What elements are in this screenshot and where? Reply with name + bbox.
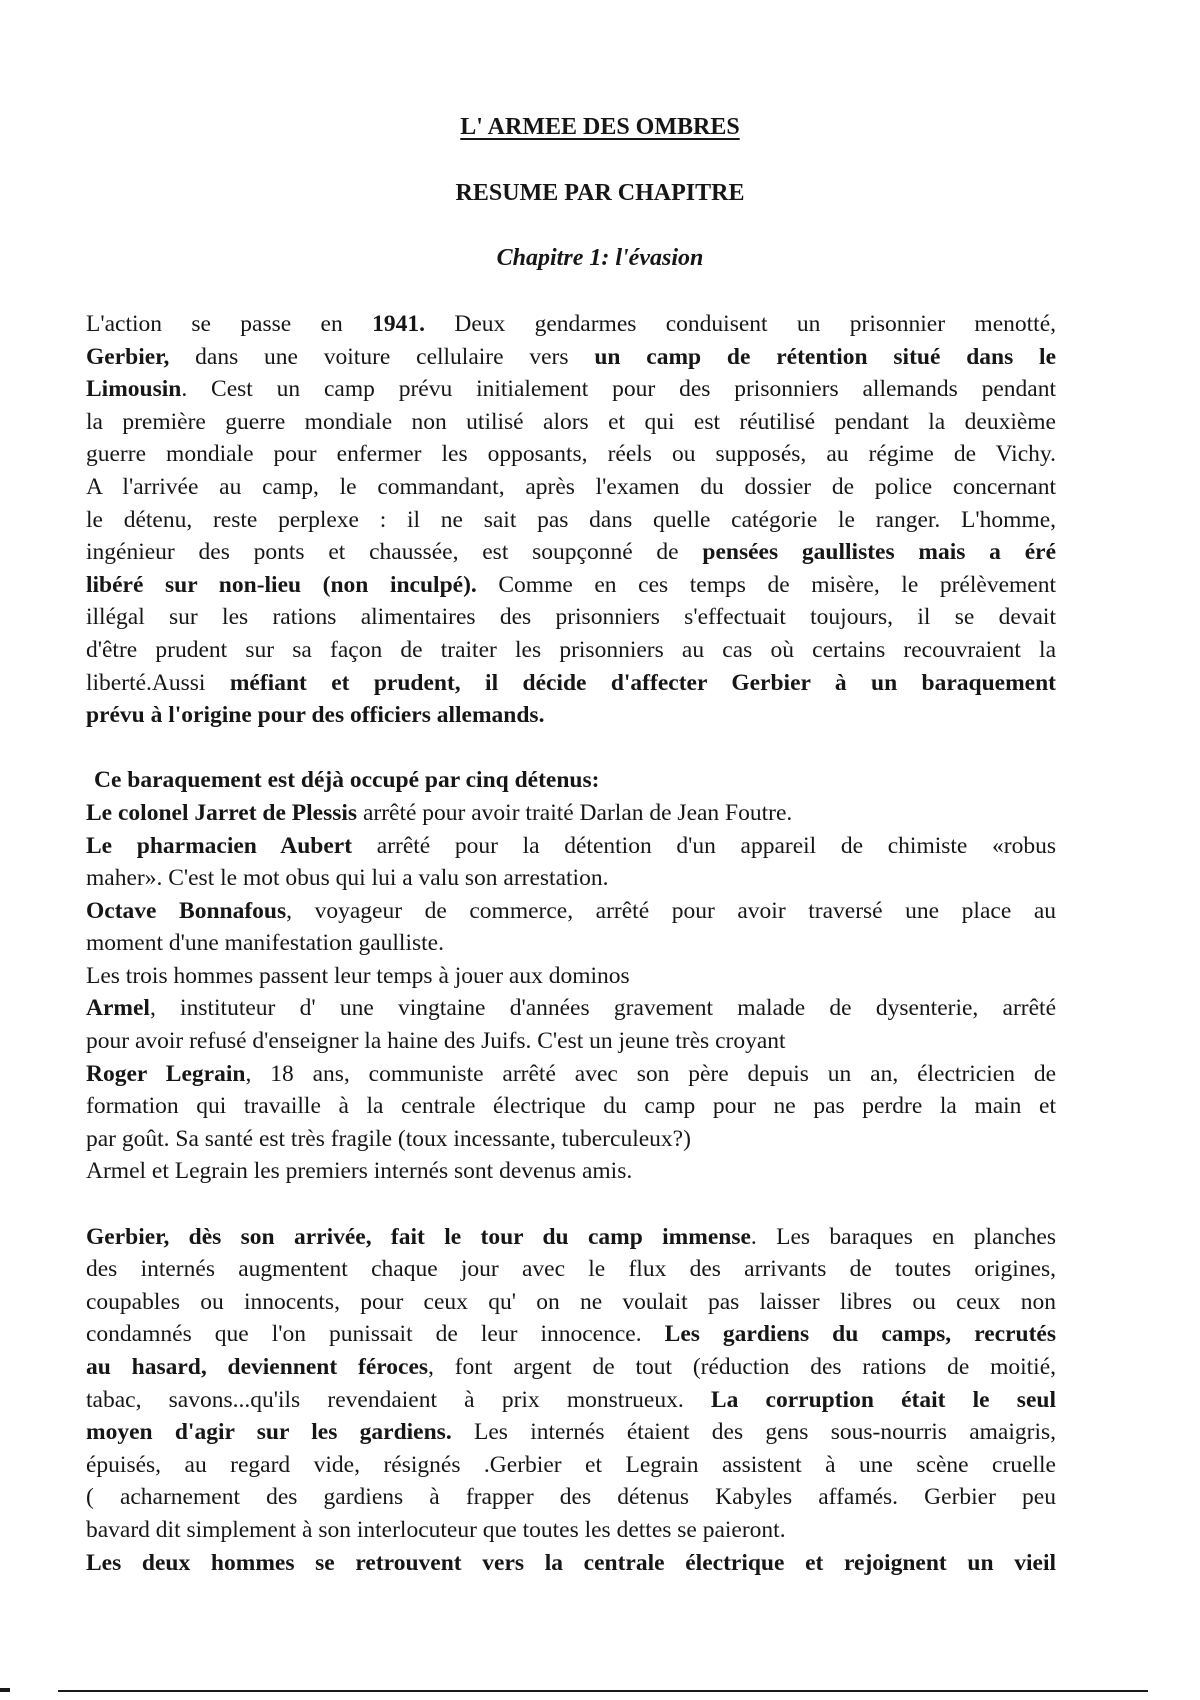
text-line: bavard dit simplement à son interlocuteur que toutes les dettes se paieront. <box>86 1516 786 1543</box>
text-line: prévu à l'origine pour des officiers allemands. <box>86 702 545 729</box>
text-line: Octave Bonnafous, voyageur de commerce, arrêté pour avoir traversé une place au <box>86 897 1056 924</box>
text-line: Armel, instituteur d' une vingtaine d'années gravement malade de dysenterie, arrêté <box>86 995 1056 1022</box>
text-line: Roger Legrain, 18 ans, communiste arrêté avec son père depuis un an, électricien de <box>86 1060 1056 1087</box>
text-line: pour avoir refusé d'enseigner la haine des Juifs. C'est un jeune très croyant <box>86 1028 786 1055</box>
scan-mark <box>0 1688 10 1692</box>
text-line: Limousin. Cest un camp prévu initialement pour des prisonniers allemands pendant <box>86 376 1056 403</box>
text-line: Le pharmacien Aubert arrêté pour la détention d'un appareil de chimiste «robus <box>86 832 1056 859</box>
text-line: condamnés que l'on punissait de leur innocence. Les gardiens du camps, recrutés <box>86 1321 1056 1348</box>
text-line: par goût. Sa santé est très fragile (toux incessante, tuberculeux?) <box>86 1125 691 1152</box>
footer-rule <box>58 1690 1148 1692</box>
paragraph-1 <box>86 308 1056 732</box>
paragraph-3 <box>86 1221 1056 1580</box>
text-line: Les deux hommes se retrouvent vers la centrale électrique et rejoignent un vieil <box>86 1549 1056 1576</box>
text-line: Les trois hommes passent leur temps à jouer aux dominos <box>86 962 630 989</box>
text-line: Gerbier, dans une voiture cellulaire vers un camp de rétention situé dans le <box>86 343 1056 370</box>
text-line: Gerbier, dès son arrivée, fait le tour du camp immense. Les baraques en planches <box>86 1223 1056 1250</box>
text-line: d'être prudent sur sa façon de traiter les prisonniers au cas où certains recouvraient la <box>86 636 1056 663</box>
text-line: A l'arrivée au camp, le commandant, après l'examen du dossier de police concernant <box>86 473 1056 500</box>
text-line: liberté.Aussi méfiant et prudent, il décide d'affecter Gerbier à un baraquement <box>86 669 1056 696</box>
paragraph-heading: Ce baraquement est déjà occupé par cinq détenus: <box>94 767 600 794</box>
text-line: des internés augmentent chaque jour avec le flux des arrivants de toutes origines, <box>86 1256 1056 1283</box>
text-line: libéré sur non-lieu (non inculpé). Comme en ces temps de misère, le prélèvement <box>86 571 1056 598</box>
text-line: Le colonel Jarret de Plessis arrêté pour avoir traité Darlan de Jean Foutre. <box>86 799 793 826</box>
text-line: maher». C'est le mot obus qui lui a valu son arrestation. <box>86 865 609 892</box>
text-line: la première guerre mondiale non utilisé alors et qui est réutilisé pendant la deuxième <box>86 408 1056 435</box>
text-line: ingénieur des ponts et chaussée, est soupçonné de pensées gaullistes mais a éré <box>86 539 1056 566</box>
text-line: formation qui travaille à la centrale électrique du camp pour ne pas perdre la main et <box>86 1093 1056 1120</box>
text-line: guerre mondiale pour enfermer les opposants, réels ou supposés, au régime de Vichy. <box>86 441 1056 468</box>
text-line: ( acharnement des gardiens à frapper des détenus Kabyles affamés. Gerbier peu <box>86 1484 1056 1511</box>
paragraph-2 <box>86 764 1056 1188</box>
text-line: Armel et Legrain les premiers internés sont devenus amis. <box>86 1158 633 1185</box>
document-title: L' ARMEE DES OMBRES <box>460 114 740 140</box>
text-line: tabac, savons...qu'ils revendaient à prix monstrueux. La corruption était le seul <box>86 1386 1056 1413</box>
text-line: coupables ou innocents, pour ceux qu' on ne voulait pas laisser libres ou ceux non <box>86 1288 1056 1315</box>
text-line: moyen d'agir sur les gardiens. Les internés étaient des gens sous-nourris amaigris, <box>86 1419 1056 1446</box>
text-line: épuisés, au regard vide, résignés .Gerbier et Legrain assistent à une scène cruelle <box>86 1451 1056 1478</box>
text-line: moment d'une manifestation gaulliste. <box>86 930 444 957</box>
text-line: le détenu, reste perplexe : il ne sait pas dans quelle catégorie le ranger. L'homme, <box>86 506 1056 533</box>
text-line: L'action se passe en 1941. Deux gendarmes conduisent un prisonnier menotté, <box>86 311 1056 337</box>
text-line: illégal sur les rations alimentaires des prisonniers s'effectuait toujours, il se devait <box>86 604 1056 631</box>
chapter-heading: Chapitre 1: l'évasion <box>496 245 704 271</box>
text-line: au hasard, deviennent féroces, font argent de tout (réduction des rations de moitié, <box>86 1354 1056 1380</box>
document-body <box>86 308 1056 1579</box>
document-subtitle: RESUME PAR CHAPITRE <box>455 180 745 206</box>
